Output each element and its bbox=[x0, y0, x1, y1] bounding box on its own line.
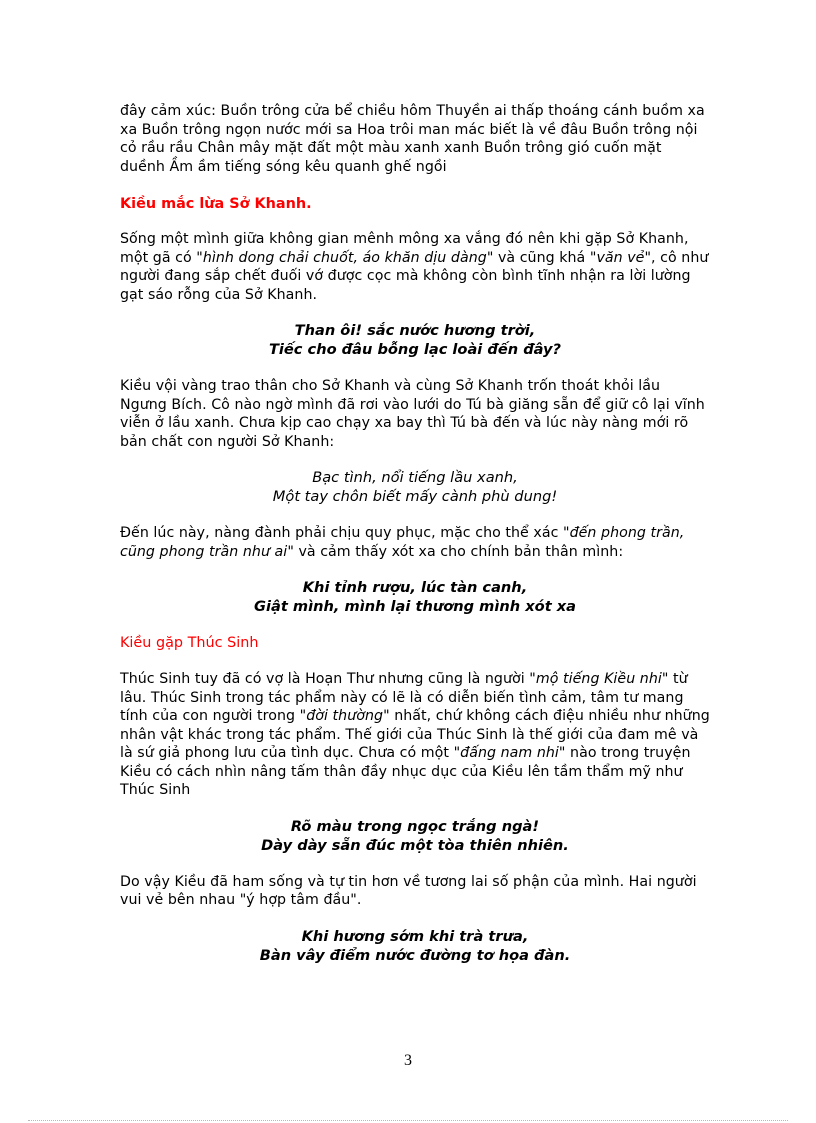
verse-line: Một tay chôn biết mấy cành phù dung! bbox=[272, 488, 558, 505]
page-number: 3 bbox=[404, 1052, 412, 1069]
paragraph-so-khanh-meeting: Sống một mình giữa không gian mênh mông xa vắng đó nên khi gặp Sở Khanh, một gã có "hình dong chải chuốt, áo khăn dịu dàng" và cũng khá "văn vẻ", cô như người đang sắp chết đuối vớ được cọc mà không còn bình tĩnh nhận ra lời lường gạt sáo rỗng của Sở Khanh. bbox=[120, 231, 709, 303]
verse-line: Khi tỉnh rượu, lúc tàn canh, bbox=[302, 579, 528, 596]
paragraph-submission: Đến lúc này, nàng đành phải chịu quy phục, mặc cho thể xác "đến phong trần, cũng phong trần như ai" và cảm thấy xót xa cho chính bản thân mình: bbox=[120, 525, 685, 560]
section-heading-so-khanh: Kiều mắc lừa Sở Khanh. bbox=[120, 196, 312, 212]
verse-bac-tinh bbox=[120, 468, 710, 506]
verse-line: Dày dày sẵn đúc một tòa thiên nhiên. bbox=[261, 836, 569, 854]
page-content bbox=[120, 102, 710, 965]
page-bottom-divider bbox=[28, 1120, 788, 1121]
verse-khi-huong-som bbox=[120, 927, 710, 965]
verse-than-oi bbox=[120, 321, 710, 359]
verse-line: Bàn vây điểm nước đường tơ họa đàn. bbox=[259, 946, 571, 964]
verse-line: Rõ màu trong ngọc trắng ngà! bbox=[290, 817, 540, 835]
paragraph-escape: Kiều vội vàng trao thân cho Sở Khanh và cùng Sở Khanh trốn thoát khỏi lầu Ngưng Bích. Cô nào ngờ mình đã rơi vào lưới do Tú bà giăng sẵn để giữ cô lại vĩnh viễn ở lầu xanh. Chưa kịp cao chạy xa bay thì Tú bà đến và lúc này nàng mới rõ bản chất con người Sở Khanh: bbox=[120, 378, 705, 450]
section-heading-thuc-sinh: Kiều gặp Thúc Sinh bbox=[120, 635, 259, 651]
intro-paragraph: đây cảm xúc: Buồn trông cửa bể chiều hôm Thuyền ai thấp thoáng cánh buồm xa xa Buồn trông ngọn nước mới sa Hoa trôi man mác biết là về đâu Buồn trông nội cỏ rầu rầu Chân mây mặt đất một màu xanh xanh Buồn trông gió cuốn mặt duềnh Ầm ầm tiếng sóng kêu quanh ghế ngồi bbox=[120, 103, 705, 175]
paragraph-thuc-sinh: Thúc Sinh tuy đã có vợ là Hoạn Thư nhưng cũng là người "mộ tiếng Kiều nhi" từ lâu. Thúc Sinh trong tác phẩm này có lẽ là có diễn biến tình cảm, tâm tư mang tính của con người trong "đời thường" nhất, chứ không cách điệu nhiều như những nhân vật khác trong tác phẩm. Thế giới của Thúc Sinh là thế giới của đam mê và là sứ giả phong lưu của tình dục. Chưa có một "đấng nam nhi" nào trong truyện Kiều có cách nhìn nâng tấm thân đầy nhục dục của Kiều lên tầm thẩm mỹ như Thúc Sinh bbox=[120, 671, 710, 798]
verse-ro-mau bbox=[120, 817, 710, 855]
verse-line: Bạc tình, nổi tiếng lầu xanh, bbox=[312, 469, 518, 486]
paragraph-confidence: Do vậy Kiều đã ham sống và tự tin hơn về tương lai số phận của mình. Hai người vui vẻ bên nhau "ý hợp tâm đầu". bbox=[120, 873, 697, 908]
verse-line: Khi hương sớm khi trà trưa, bbox=[301, 927, 529, 945]
verse-line: Giật mình, mình lại thương mình xót xa bbox=[253, 598, 577, 615]
verse-line: Tiếc cho đâu bỗng lạc loài đến đây? bbox=[268, 341, 562, 358]
verse-line: Than ôi! sắc nước hương trời, bbox=[294, 322, 536, 339]
verse-khi-tinh-ruou bbox=[120, 578, 710, 616]
